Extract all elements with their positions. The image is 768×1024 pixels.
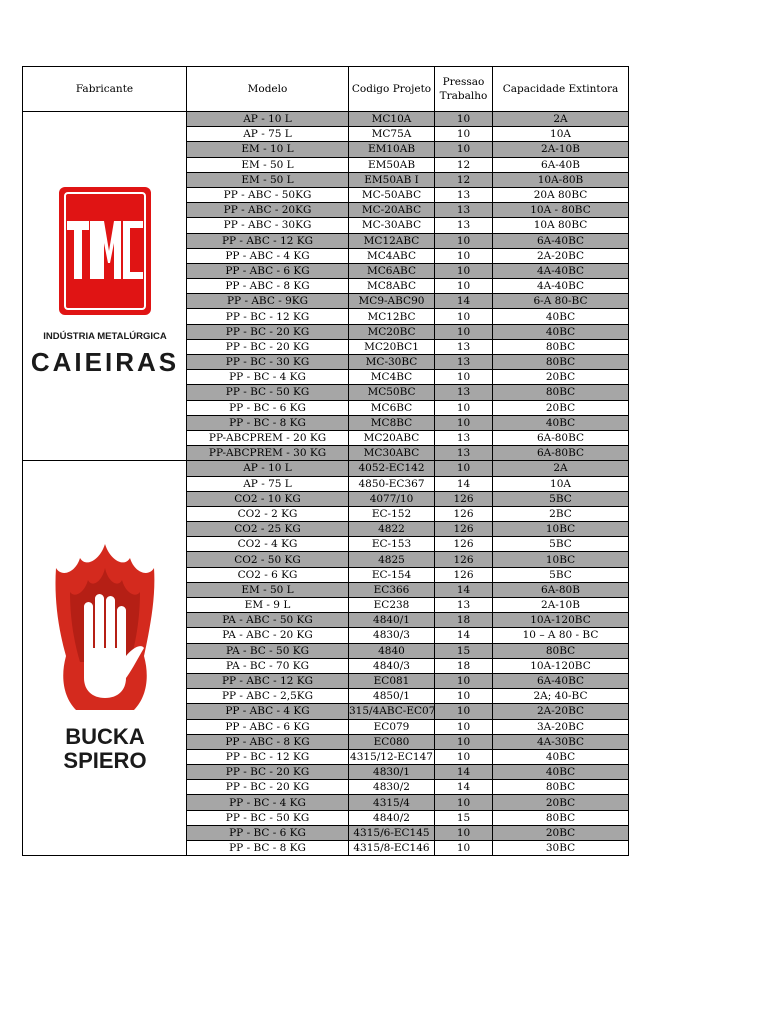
pressure-cell: 10 bbox=[435, 233, 493, 248]
header-pressure-line2: Trabalho bbox=[439, 90, 488, 102]
model-cell: AP - 75 L bbox=[187, 476, 349, 491]
pressure-cell: 14 bbox=[435, 476, 493, 491]
project-code-cell: MC8BC bbox=[349, 415, 435, 430]
capacity-cell: 80BC bbox=[493, 780, 629, 795]
capacity-cell: 6A-80BC bbox=[493, 446, 629, 461]
pressure-cell: 10 bbox=[435, 825, 493, 840]
project-code-cell: EC-152 bbox=[349, 506, 435, 521]
header-project-code: Codigo Projeto bbox=[349, 67, 435, 112]
pressure-cell: 13 bbox=[435, 339, 493, 354]
tmc-caieiras-logo bbox=[30, 181, 179, 391]
header-manufacturer: Fabricante bbox=[23, 67, 187, 112]
capacity-cell: 6A-80B bbox=[493, 582, 629, 597]
project-code-cell: MC-20ABC bbox=[349, 203, 435, 218]
capacity-cell: 20BC bbox=[493, 400, 629, 415]
capacity-cell: 20BC bbox=[493, 370, 629, 385]
capacity-cell: 6-A 80-BC bbox=[493, 294, 629, 309]
capacity-cell: 4A-40BC bbox=[493, 279, 629, 294]
bucka-spiero-logo bbox=[50, 538, 160, 778]
pressure-cell: 13 bbox=[435, 187, 493, 202]
pressure-cell: 13 bbox=[435, 355, 493, 370]
project-code-cell: EM50AB bbox=[349, 157, 435, 172]
pressure-cell: 14 bbox=[435, 582, 493, 597]
model-cell: PP - BC - 12 KG bbox=[187, 309, 349, 324]
project-code-cell: 315/4ABC-EC07 bbox=[349, 705, 436, 718]
pressure-cell: 18 bbox=[435, 613, 493, 628]
pressure-cell: 126 bbox=[435, 537, 493, 552]
capacity-cell: 5BC bbox=[493, 567, 629, 582]
pressure-cell: 14 bbox=[435, 780, 493, 795]
pressure-cell: 13 bbox=[435, 430, 493, 445]
model-cell: AP - 10 L bbox=[187, 461, 349, 476]
pressure-cell: 10 bbox=[435, 112, 493, 127]
tmc-logo-name: CAIEIRAS bbox=[30, 347, 179, 378]
project-code-cell: EC-153 bbox=[349, 537, 435, 552]
project-code-cell: EC-154 bbox=[349, 567, 435, 582]
model-cell: EM - 10 L bbox=[187, 142, 349, 157]
pressure-cell: 15 bbox=[435, 810, 493, 825]
project-code-cell: 4052-EC142 bbox=[349, 461, 435, 476]
header-working-pressure bbox=[435, 67, 493, 112]
pressure-cell: 10 bbox=[435, 415, 493, 430]
capacity-cell: 6A-80BC bbox=[493, 430, 629, 445]
capacity-cell: 5BC bbox=[493, 491, 629, 506]
project-code-cell: 4822 bbox=[349, 522, 435, 537]
model-cell: PP - BC - 20 KG bbox=[187, 780, 349, 795]
capacity-cell: 10A - 80BC bbox=[493, 203, 629, 218]
capacity-cell: 30BC bbox=[493, 841, 629, 856]
model-cell: PP - BC - 8 KG bbox=[187, 415, 349, 430]
capacity-cell: 2A-20BC bbox=[493, 704, 629, 719]
pressure-cell: 10 bbox=[435, 704, 493, 719]
project-code-cell: 4315/4 bbox=[349, 795, 435, 810]
pressure-cell: 10 bbox=[435, 795, 493, 810]
model-cell: PP - ABC - 8 KG bbox=[187, 279, 349, 294]
capacity-cell: 10A-120BC bbox=[493, 613, 629, 628]
model-cell: CO2 - 4 KG bbox=[187, 537, 349, 552]
model-cell: AP - 10 L bbox=[187, 112, 349, 127]
extinguisher-table bbox=[22, 66, 629, 856]
pressure-cell: 10 bbox=[435, 689, 493, 704]
model-cell: CO2 - 25 KG bbox=[187, 522, 349, 537]
pressure-cell: 13 bbox=[435, 446, 493, 461]
project-code-cell: MC4BC bbox=[349, 370, 435, 385]
capacity-cell: 2A-10B bbox=[493, 142, 629, 157]
capacity-cell: 2A; 40-BC bbox=[493, 689, 629, 704]
capacity-cell: 10BC bbox=[493, 522, 629, 537]
capacity-cell: 40BC bbox=[493, 324, 629, 339]
project-code-cell: MC20BC1 bbox=[349, 339, 435, 354]
pressure-cell: 18 bbox=[435, 658, 493, 673]
project-code-cell: 4315/12-EC147 bbox=[350, 750, 433, 763]
model-cell: PP - ABC - 20KG bbox=[187, 203, 349, 218]
project-code-cell: MC4ABC bbox=[349, 248, 435, 263]
model-cell: PP - BC - 4 KG bbox=[187, 795, 349, 810]
capacity-cell: 4A-40BC bbox=[493, 263, 629, 278]
project-code-cell: MC8ABC bbox=[349, 279, 435, 294]
header-row bbox=[23, 67, 629, 112]
pressure-cell: 14 bbox=[435, 765, 493, 780]
model-cell: PP - BC - 6 KG bbox=[187, 400, 349, 415]
project-code-cell: 4315/8-EC146 bbox=[349, 841, 435, 856]
pressure-cell: 10 bbox=[435, 841, 493, 856]
capacity-cell: 6A-40BC bbox=[493, 233, 629, 248]
pressure-cell: 10 bbox=[435, 324, 493, 339]
header-model: Modelo bbox=[187, 67, 349, 112]
pressure-cell: 14 bbox=[435, 294, 493, 309]
capacity-cell: 20A 80BC bbox=[493, 187, 629, 202]
capacity-cell: 4A-30BC bbox=[493, 734, 629, 749]
capacity-cell: 40BC bbox=[493, 415, 629, 430]
bucka-logo-line1: BUCKA bbox=[64, 724, 145, 750]
pressure-cell: 10 bbox=[435, 400, 493, 415]
capacity-cell: 10BC bbox=[493, 552, 629, 567]
model-cell: PP - BC - 20 KG bbox=[187, 765, 349, 780]
project-code-cell: 4850/1 bbox=[349, 689, 435, 704]
capacity-cell: 80BC bbox=[493, 385, 629, 400]
project-code-cell: MC-30ABC bbox=[349, 218, 435, 233]
project-code-cell: EC080 bbox=[349, 734, 435, 749]
manufacturer-logo-cell bbox=[23, 112, 187, 461]
header-capacity: Capacidade Extintora bbox=[493, 67, 629, 112]
project-code-cell: 4830/2 bbox=[349, 780, 435, 795]
pressure-cell: 10 bbox=[435, 370, 493, 385]
project-code-cell: MC10A bbox=[349, 112, 435, 127]
model-cell: PP-ABCPREM - 30 KG bbox=[187, 446, 349, 461]
project-code-cell: 4830/1 bbox=[349, 765, 435, 780]
project-code-cell: MC9-ABC90 bbox=[349, 294, 435, 309]
pressure-cell: 10 bbox=[435, 461, 493, 476]
pressure-cell: 10 bbox=[435, 263, 493, 278]
capacity-cell: 20BC bbox=[493, 825, 629, 840]
pressure-cell: 12 bbox=[435, 157, 493, 172]
model-cell: PA - BC - 50 KG bbox=[187, 643, 349, 658]
project-code-cell: EC081 bbox=[349, 673, 435, 688]
project-code-cell: MC50BC bbox=[349, 385, 435, 400]
model-cell: PP - ABC - 8 KG bbox=[187, 734, 349, 749]
pressure-cell: 10 bbox=[435, 309, 493, 324]
model-cell: CO2 - 6 KG bbox=[187, 567, 349, 582]
pressure-cell: 126 bbox=[435, 522, 493, 537]
pressure-cell: 10 bbox=[435, 142, 493, 157]
capacity-cell: 2A-10B bbox=[493, 598, 629, 613]
table-header bbox=[23, 67, 629, 112]
project-code-cell: 4830/3 bbox=[349, 628, 435, 643]
project-code-cell: MC6ABC bbox=[349, 263, 435, 278]
model-cell: PP - ABC - 6 KG bbox=[187, 719, 349, 734]
capacity-cell: 80BC bbox=[493, 810, 629, 825]
model-cell: PP - BC - 30 KG bbox=[187, 355, 349, 370]
capacity-cell: 2A bbox=[493, 461, 629, 476]
pressure-cell: 15 bbox=[435, 643, 493, 658]
project-code-cell: MC30ABC bbox=[349, 446, 435, 461]
pressure-cell: 13 bbox=[435, 385, 493, 400]
model-cell: PP - ABC - 2,5KG bbox=[187, 689, 349, 704]
capacity-cell: 6A-40B bbox=[493, 157, 629, 172]
model-cell: PP - BC - 20 KG bbox=[187, 324, 349, 339]
pressure-cell: 10 bbox=[435, 719, 493, 734]
model-cell: PP - BC - 8 KG bbox=[187, 841, 349, 856]
capacity-cell: 10A bbox=[493, 476, 629, 491]
capacity-cell: 2A bbox=[493, 112, 629, 127]
model-cell: PP - ABC - 30KG bbox=[187, 218, 349, 233]
pressure-cell: 12 bbox=[435, 172, 493, 187]
model-cell: PP - ABC - 4 KG bbox=[187, 248, 349, 263]
model-cell: AP - 75 L bbox=[187, 127, 349, 142]
model-cell: PP - ABC - 6 KG bbox=[187, 263, 349, 278]
model-cell: PA - BC - 70 KG bbox=[187, 658, 349, 673]
pressure-cell: 10 bbox=[435, 127, 493, 142]
capacity-cell: 2BC bbox=[493, 506, 629, 521]
pressure-cell: 10 bbox=[435, 734, 493, 749]
pressure-cell: 10 bbox=[435, 749, 493, 764]
model-cell: PP - ABC - 12 KG bbox=[187, 673, 349, 688]
project-code-cell: 4840 bbox=[349, 643, 435, 658]
project-code-cell: MC-50ABC bbox=[349, 187, 435, 202]
pressure-cell: 126 bbox=[435, 491, 493, 506]
capacity-cell: 10A-120BC bbox=[493, 658, 629, 673]
model-cell: PP - BC - 50 KG bbox=[187, 810, 349, 825]
capacity-cell: 80BC bbox=[493, 643, 629, 658]
project-code-cell: MC12BC bbox=[349, 309, 435, 324]
capacity-cell: 5BC bbox=[493, 537, 629, 552]
header-pressure-line1: Pressao bbox=[442, 76, 485, 88]
pressure-cell: 126 bbox=[435, 552, 493, 567]
model-cell: PP - ABC - 9KG bbox=[187, 294, 349, 309]
project-code-cell: EC079 bbox=[349, 719, 435, 734]
project-code-cell: 4840/3 bbox=[349, 658, 435, 673]
model-cell: PP - ABC - 12 KG bbox=[187, 233, 349, 248]
model-cell: PP - BC - 50 KG bbox=[187, 385, 349, 400]
pressure-cell: 10 bbox=[435, 673, 493, 688]
capacity-cell: 6A-40BC bbox=[493, 673, 629, 688]
model-cell: EM - 50 L bbox=[187, 157, 349, 172]
project-code-cell: 4840/2 bbox=[349, 810, 435, 825]
pressure-cell: 14 bbox=[435, 628, 493, 643]
pressure-cell: 13 bbox=[435, 203, 493, 218]
model-cell: PP - ABC - 4 KG bbox=[187, 704, 349, 719]
model-cell: CO2 - 10 KG bbox=[187, 491, 349, 506]
model-cell: PP - BC - 4 KG bbox=[187, 370, 349, 385]
pressure-cell: 13 bbox=[435, 598, 493, 613]
capacity-cell: 40BC bbox=[493, 749, 629, 764]
project-code-cell: MC-30BC bbox=[349, 355, 435, 370]
project-code-cell: EM50AB I bbox=[349, 172, 435, 187]
model-cell: PP - ABC - 50KG bbox=[187, 187, 349, 202]
capacity-cell: 20BC bbox=[493, 795, 629, 810]
project-code-cell: 4850-EC367 bbox=[349, 476, 435, 491]
pressure-cell: 126 bbox=[435, 506, 493, 521]
project-code-cell: MC20ABC bbox=[349, 430, 435, 445]
tmc-logo-subtitle: INDÚSTRIA METALÚRGICA bbox=[42, 331, 167, 343]
capacity-cell: 3A-20BC bbox=[493, 719, 629, 734]
model-cell: PA - ABC - 50 KG bbox=[187, 613, 349, 628]
project-code-cell: MC75A bbox=[349, 127, 435, 142]
manufacturer-logo-cell bbox=[23, 461, 187, 856]
capacity-cell: 80BC bbox=[493, 355, 629, 370]
pressure-cell: 10 bbox=[435, 279, 493, 294]
project-code-cell: MC20BC bbox=[349, 324, 435, 339]
project-code-cell: EC238 bbox=[349, 598, 435, 613]
capacity-cell: 10A bbox=[493, 127, 629, 142]
model-cell: PP - BC - 6 KG bbox=[187, 825, 349, 840]
pressure-cell: 10 bbox=[435, 248, 493, 263]
capacity-cell: 40BC bbox=[493, 309, 629, 324]
model-cell: PP-ABCPREM - 20 KG bbox=[187, 430, 349, 445]
project-code-cell: MC12ABC bbox=[349, 233, 435, 248]
capacity-cell: 40BC bbox=[493, 765, 629, 780]
project-code-cell: 4315/6-EC145 bbox=[349, 825, 435, 840]
model-cell: CO2 - 2 KG bbox=[187, 506, 349, 521]
pressure-cell: 13 bbox=[435, 218, 493, 233]
table-row bbox=[23, 112, 629, 127]
table-row bbox=[23, 461, 629, 476]
project-code-cell: EM10AB bbox=[349, 142, 435, 157]
table-body bbox=[23, 112, 629, 856]
capacity-cell: 2A-20BC bbox=[493, 248, 629, 263]
capacity-cell: 10A 80BC bbox=[493, 218, 629, 233]
model-cell: PA - ABC - 20 KG bbox=[187, 628, 349, 643]
model-cell: EM - 50 L bbox=[187, 582, 349, 597]
capacity-cell: 80BC bbox=[493, 339, 629, 354]
project-code-cell: 4077/10 bbox=[349, 491, 435, 506]
model-cell: PP - BC - 12 KG bbox=[187, 749, 349, 764]
model-cell: PP - BC - 20 KG bbox=[187, 339, 349, 354]
pressure-cell: 126 bbox=[435, 567, 493, 582]
bucka-logo-line2: SPIERO bbox=[62, 748, 147, 774]
capacity-cell: 10A-80B bbox=[493, 172, 629, 187]
capacity-cell: 10 – A 80 - BC bbox=[493, 628, 629, 643]
project-code-cell: MC6BC bbox=[349, 400, 435, 415]
model-cell: CO2 - 50 KG bbox=[187, 552, 349, 567]
project-code-cell: 4825 bbox=[349, 552, 435, 567]
model-cell: EM - 50 L bbox=[187, 172, 349, 187]
model-cell: EM - 9 L bbox=[187, 598, 349, 613]
project-code-cell: 4840/1 bbox=[349, 613, 435, 628]
project-code-cell: EC366 bbox=[349, 582, 435, 597]
